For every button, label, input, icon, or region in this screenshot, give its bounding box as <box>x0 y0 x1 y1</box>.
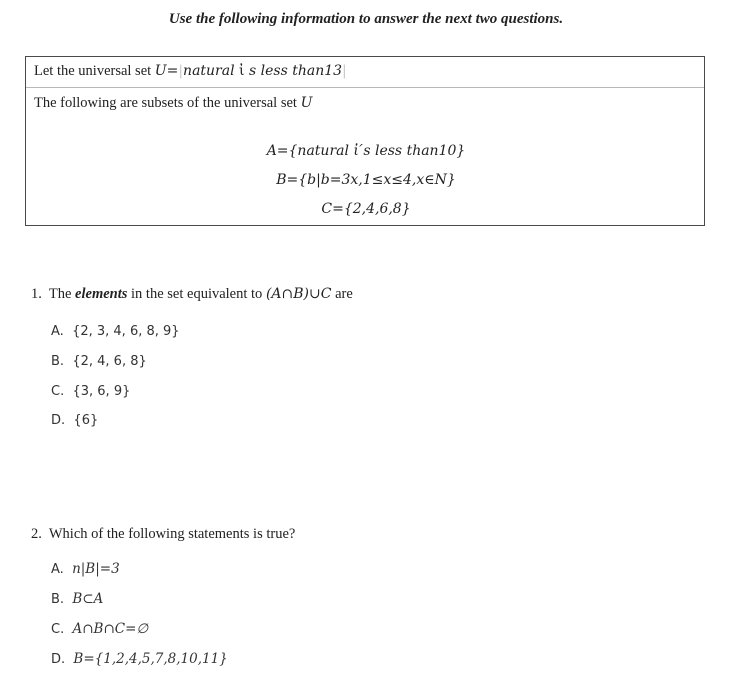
q1-option-d[interactable] <box>51 413 98 428</box>
subsets-line <box>34 95 312 112</box>
information-box <box>25 56 705 226</box>
question-number: 1. <box>31 286 42 302</box>
option-text: {6} <box>73 413 99 428</box>
question-expression: (A∩B)∪C <box>265 286 332 302</box>
question-emphasis: elements <box>75 286 128 302</box>
option-letter: C. <box>51 622 65 637</box>
subsets-text: The following are subsets of the universal set <box>34 95 297 111</box>
question-text: are <box>335 286 353 302</box>
option-letter: A. <box>51 324 64 339</box>
option-letter: B. <box>51 354 65 369</box>
universal-set-expression <box>155 63 347 79</box>
universal-set-symbol: U= <box>154 63 179 79</box>
universal-set-line <box>34 63 347 80</box>
q2-option-c[interactable] <box>51 621 148 637</box>
question-text: The <box>48 286 72 302</box>
question-number: 2. <box>31 526 42 542</box>
universal-set-text: Let the universal set <box>34 63 152 79</box>
question-1 <box>31 286 353 303</box>
option-text: {2, 3, 4, 6, 8, 9} <box>72 324 180 339</box>
universal-set-value: natural <box>183 63 240 79</box>
set-a: A={natural ἰ ́s less than10} <box>266 143 466 159</box>
option-letter: B. <box>51 592 65 607</box>
option-text: B={1,2,4,5,7,8,10,11} <box>73 651 228 667</box>
option-letter: D. <box>51 652 66 667</box>
q1-option-c[interactable] <box>51 384 130 399</box>
question-text: Which of the following statements is true? <box>48 526 296 542</box>
option-letter: A. <box>51 562 64 577</box>
question-2 <box>31 526 295 543</box>
q2-option-a[interactable] <box>51 561 120 577</box>
option-text: n|B|=3 <box>72 561 120 577</box>
option-text: A∩B∩C=∅ <box>72 621 149 637</box>
option-text: {2, 4, 6, 8} <box>72 354 147 369</box>
q2-option-d[interactable] <box>51 651 228 667</box>
q2-option-b[interactable] <box>51 591 103 607</box>
subsets-symbol: U <box>300 95 313 111</box>
question-text: in the set equivalent to <box>131 286 263 302</box>
set-b: B={b|b=3x,1≤x≤4,x∈N} <box>276 172 456 188</box>
option-letter: D. <box>51 413 66 428</box>
set-c: C={2,4,6,8} <box>321 201 411 217</box>
info-divider <box>26 87 704 88</box>
universal-set-rest: s less than13 <box>244 63 343 79</box>
instructions-heading: Use the following information to answer the next two questions. <box>168 11 564 27</box>
option-text: {3, 6, 9} <box>72 384 131 399</box>
q1-option-b[interactable] <box>51 354 147 369</box>
text-cursor: | <box>342 63 347 79</box>
q1-option-a[interactable] <box>51 324 180 339</box>
text-cursor: | <box>178 63 184 79</box>
option-text: B⊂A <box>72 591 104 607</box>
option-letter: C. <box>51 384 65 399</box>
garbled-glyph: ἰ <box>239 63 245 79</box>
